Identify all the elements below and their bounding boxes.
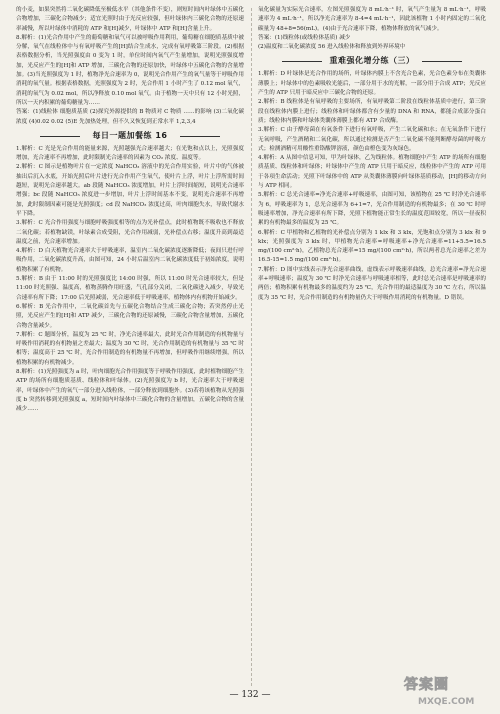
column-divider — [251, 8, 252, 686]
watermark-icon — [400, 670, 492, 710]
answer-paragraph: 4.解析：D 白天植物光合速率大于呼吸速率，温室内二氧化碳浓度逐渐降低；夜间只进行呼吸作用，二氧化碳浓度升高，由图可知，24 小时后温室内二氧化碳浓度低于初始浓度，说明植物积累了有机物。 — [16, 248, 244, 273]
answer-paragraph: 1.解析：D 叶绿体是光合作用的场所，叶绿体内膜上不含光合色素，光合色素分布在类囊体薄膜上；叶绿体中的色素吸收光能后，一部分用于水的光解，一部分用于合成 ATP；光反应产生的 ATP 只用于暗反应中三碳化合物的还原。 — [258, 71, 486, 97]
answer-paragraph: 6.解析：B 光合作用中，二氧化碳首先与五碳化合物结合生成三碳化合物；若突然停止光照，光反应产生的[H]和 ATP 减少，三碳化合物的还原减慢，三碳化合物含量增加，五碳化合物含量减少。 — [16, 303, 244, 329]
right-column — [258, 6, 486, 303]
answer-paragraph: 8.解析：(1)光照强度为 a 时，叶肉细胞光合作用强度等于呼吸作用强度，此时植物细胞产生 ATP 的场所有细胞质基质、线粒体和叶绿体。(2)光照强度为 b 时，光合速率大于呼吸速率，叶绿体中产生的氧气一部分进入线粒体，一部分释放到细胞外。(3)若将该植物从光照强度 b 突然转移到光照强度 a，短时间内叶绿体中三碳化合物的含量增加，五碳化合物的含量减少…… — [16, 368, 244, 413]
answer-paragraph: 3.解析：C 光合作用强度与细胞呼吸强度相等的点为光补偿点，此时植物既不吸收也不释放二氧化碳；若植物缺镁，叶绿素合成受阻，光合作用减弱，光补偿点右移；温度升高到最适温度之前，光合速率增加。 — [16, 220, 244, 245]
answer-paragraph: 7.解析：D 图中实线表示净光合速率曲线，虚线表示呼吸速率曲线，总光合速率=净光合速率+呼吸速率；温度为 30 ℃ 时净光合速率与呼吸速率相等，此时总光合速率是呼吸速率的两倍；植物积累有机物最多的温度约为 25 ℃，光合作用的最适温度为 30 ℃ 左右，所以温度为 35 ℃ 时，光合作用制造的有机物量仍大于呼吸作用消耗的有机物量。D 错误。 — [258, 266, 486, 301]
answer-paragraph: (2)温度和二氧化碳浓度 56 进入线粒体和释放到外界环境中 — [258, 44, 406, 51]
watermark-url: MXQE.COM — [418, 697, 475, 707]
section-heading-daily — [16, 130, 244, 142]
page-number: — 132 — — [229, 690, 271, 700]
section-heading-review — [258, 55, 486, 67]
answer-paragraph: 8.解析：(1)光合作用中产生的葡萄糖和氧气可以被呼吸作用利用，葡萄糖在细胞质基质中被分解，氧气在线粒体中与有氧呼吸产生的[H]结合生成水，完成有氧呼吸第三阶段。(2)根据表格数据分析，当光照强度由 0 变为 1 时，单位时间内氧气产生量增加，说明光照强度增加，光反应产生的[H]和 ATP 增加，三碳化合物的还原加快，叶绿体中五碳化合物的含量增加。(3)当光照强度为 1 时，植物净光合速率为 0，说明光合作用产生的氧气量等于呼吸作用消耗的氧气量。根据表格数据，光照强度为 2 时，光合作用 1 小时产生了 0.12 mol 氧气，消耗的氧气为 0.02 mol，所以净释放 0.10 mol 氧气。由于植物一天中只有 12 小时光照，所以一天内积累的葡萄糖量为…… — [16, 34, 244, 106]
answer-page — [16, 6, 486, 690]
answer-paragraph: 答案：(1)线粒体 细胞质基质 (2)探究外源提供的 B 物质对 C 物质 ……的影响 (3)二氧化碳浓度 (4)0.02 0.02 (5)E 先加热处理，但不久又恢复到正常水平 1,2,3,4 — [16, 109, 244, 125]
answer-paragraph: 1.解析：C 光是光合作用的能量来源，光照越强光合速率越大；在光饱和点以上，光照强度增加，光合速率不再增加，此时限制光合速率的因素为 CO₂ 浓度、温度等。 — [16, 145, 244, 162]
answer-paragraph: 2.解析：B 线粒体是有氧呼吸的主要场所，有氧呼吸第二阶段在线粒体基质中进行，第三阶段在线粒体内膜上进行；线粒体和叶绿体都含有少量的 DNA 和 RNA，都能合成部分蛋白质；线粒体内膜和叶绿体类囊体薄膜上都有 ATP 合成酶。 — [258, 99, 486, 124]
answer-paragraph: 3.解析：C 由于酵母菌在有氧条件下进行有氧呼吸，产生二氧化碳和水；在无氧条件下进行无氧呼吸，产生酒精和二氧化碳，所以通过检测是否产生二氧化碳不能判断酵母菌的呼吸方式；检测酒精可用酸性重铬酸钾溶液，颜色由橙色变为灰绿色。 — [258, 127, 486, 152]
watermark-logo — [400, 670, 492, 710]
answer-paragraph: 4.解析：A 从图中信息可知，甲为叶绿体，乙为线粒体。植物细胞中产生 ATP 的场所有细胞质基质、线粒体和叶绿体；叶绿体中产生的 ATP 只用于暗反应，线粒体中产生的 ATP 可用于各项生命活动；光照下叶绿体中的 ATP 从类囊体薄膜向叶绿体基质移动，[H]的移动方向与 ATP 相同。 — [258, 155, 486, 190]
answer-paragraph: 氧化碳量为实际光合速率，左图光照强度为 8 mL·h⁻¹ 时，氧气产生量为 8 mL·h⁻¹，呼吸速率为 4 mL·h⁻¹，所以净光合速率为 8-4=4 mL·h⁻¹，因此该植物 1 小时内固定的二氧化碳量为 48+8=56(mL)。(4)由于光合速率下降，植物体释放的氧气减少。 — [258, 7, 486, 32]
section-heading-text: 每日一题加餐练 16 — [92, 130, 168, 140]
section-heading-text: 重难强化增分练（三） — [329, 56, 415, 66]
answer-paragraph: 5.解析：C 总光合速率=净光合速率+呼吸速率，由图可知，该植物在 25 ℃ 时净光合速率为 6，呼吸速率为 1，总光合速率为 6+1=7，光合作用制造的有机物最多；在 30 ℃ 时呼吸速率增加，净光合速率有所下降，光照下植物能正常生长的温度范围较宽，所以一昼夜积累的有机物最多的温度为 25 ℃。 — [258, 192, 486, 227]
answer-paragraph: 2.解析：C 图示是植物叶片在一定浓度 NaHCO₃ 溶液中的光合作用实验，叶片中的气体被抽出后沉入水底，开始光照后叶片进行光合作用产生氧气，使叶片上浮，叶片上浮所需时间越短，说明光合速率越大。ab 段随 NaHCO₃ 浓度增加，叶片上浮时间缩短，说明光合速率增强；bc 段随 NaHCO₃ 浓度进一步增加，叶片上浮时间基本不变，说明光合速率不再增加，此时限制因素可能是光照强度；cd 段 NaHCO₃ 浓度过高，叶肉细胞失水，导致代谢水平下降。 — [16, 164, 244, 217]
answer-paragraph: 5.解析：B 由于 11:00 时的光照强度比 14:00 时强，所以 11:00 时光合速率较大，但是 11:00 时光照强、温度高，植物蒸腾作用旺盛，气孔部分关闭，二氧化碳进入减少，导致光合速率有所下降；17:00 后光照减弱，光合速率低于呼吸速率，植物体内有机物开始减少。 — [16, 276, 244, 301]
answer-paragraph: 的小麦，如果突然将二氧化碳降低至极低水平（其他条件不变），则短时间内叶绿体中五碳化合物增加，三碳化合物减少；适宜光照时由于光反应较强，但叶绿体内三碳化合物的还原速率减慢，所以叶绿体中消耗的 ATP 和[H]减少，叶绿体中 ATP 和[H]含量上升。 — [16, 7, 244, 32]
watermark-text: 答案圈 — [404, 677, 449, 693]
answer-paragraph: 7.解析：C 题图分析，温度为 25 ℃ 时，净光合速率最大，此时光合作用制造的有机物量与呼吸作用消耗的有机物量之差最大；温度为 30 ℃ 时，光合作用制造的有机物量与 35 ℃ 时相等；温度高于 25 ℃ 时，光合作用制造的有机物量不再增加，但呼吸作用继续增强，所以植物积累的有机物减少。 — [16, 331, 244, 366]
answer-paragraph: 答案：(1)线粒体(或线粒体基质) 减少 — [258, 34, 351, 41]
answer-paragraph: 6.解析：C 甲植物和乙植物的光补偿点分别为 1 klx 和 3 klx，光饱和点分别为 3 klx 和 9 klx；光照强度为 3 klx 时，甲植物光合速率=呼吸速率+净光合速率=11+5.5=16.5 mg/(100 cm²·h)，乙植物总光合速率=15 mg/(100 cm²·h)，所以两者总光合速率之差为 16.5-15=1.5 mg/(100 cm²·h)。 — [258, 229, 486, 264]
left-column — [16, 6, 244, 414]
